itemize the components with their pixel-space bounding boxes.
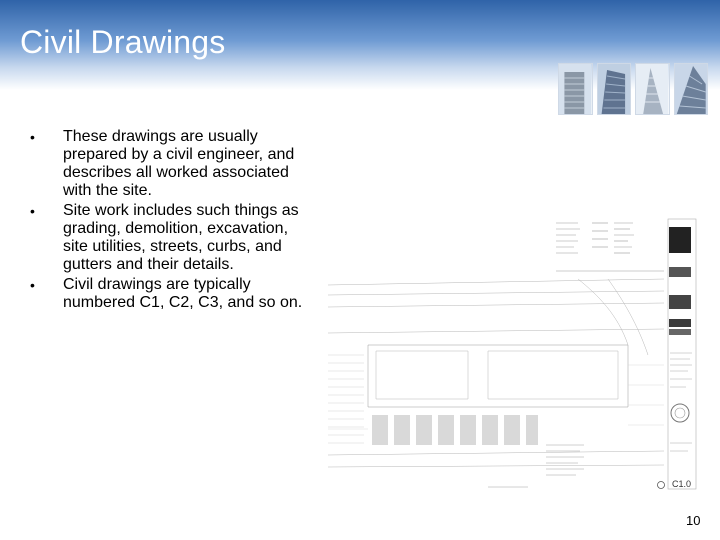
bullet-item [30,202,310,274]
civil-drawing-sheet [328,215,700,493]
bullet-list [30,128,310,314]
slide-title: Civil Drawings [20,24,226,60]
building-photo-3 [635,63,670,115]
building-photo-strip [558,63,708,113]
page-number: 10 [686,513,701,528]
building-photo-2 [597,63,632,115]
bullet-item [30,128,310,200]
bullet-marker: • [30,129,35,145]
sheet-number: C1.0 [672,479,692,489]
bullet-marker: • [30,203,35,219]
building-photo-1 [558,63,593,115]
bullet-item [30,276,310,312]
bullet-text: Civil drawings are typically numbered C1, C2, C3, and so on. [63,276,303,311]
bullet-marker: • [30,277,35,293]
building-photo-4 [674,63,709,115]
bullet-text: These drawings are usually prepared by a civil engineer, and describes all worked associated with the site. [63,128,295,199]
bullet-text: Site work includes such things as grading, demolition, excavation, site utilities, streets, curbs, and gutters and their details. [63,202,299,273]
